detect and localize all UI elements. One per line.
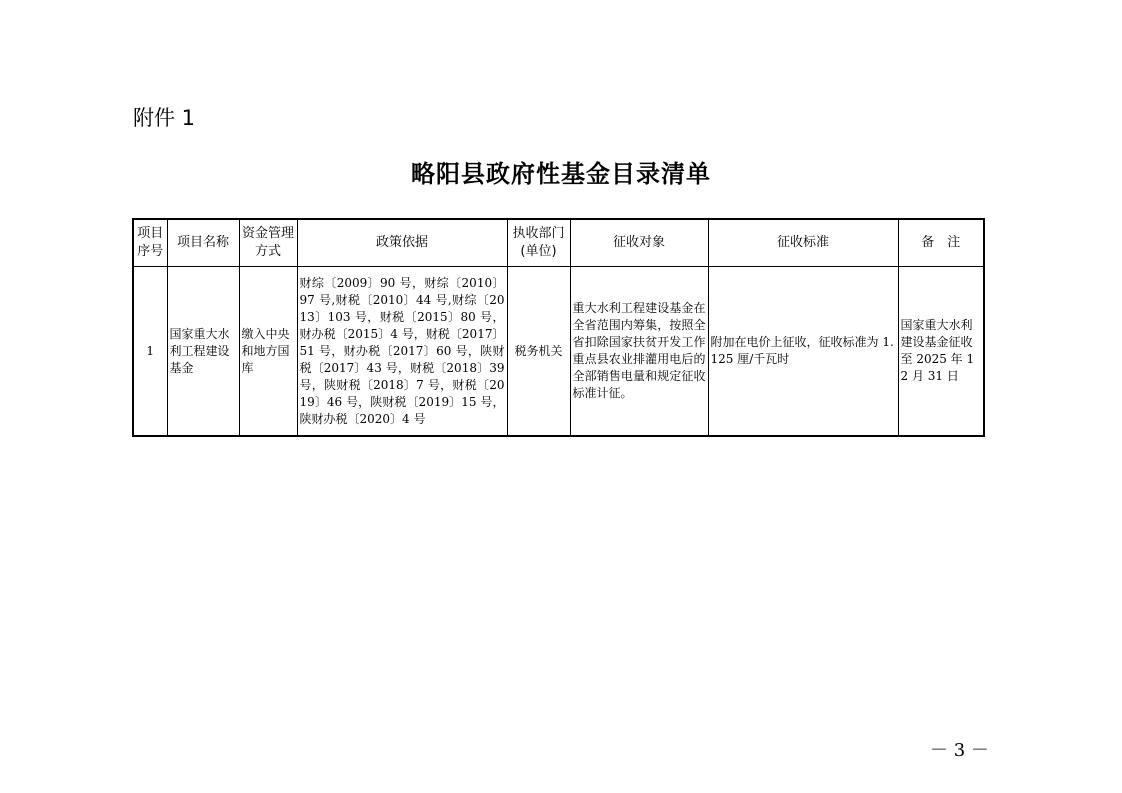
document-title: 略阳县政府性基金目录清单 <box>411 159 711 188</box>
header-fund-management: 资金管理方式 <box>239 219 297 267</box>
cell-remarks: 国家重大水利建设基金征收至 2025 年 12 月 31 日 <box>898 267 984 437</box>
fund-catalog-table <box>132 218 985 437</box>
cell-name: 国家重大水利工程建设基金 <box>167 267 239 437</box>
header-policy-basis: 政策依据 <box>297 219 507 267</box>
page-number: － 3 － <box>930 740 989 761</box>
header-remarks: 备 注 <box>898 219 984 267</box>
header-levy-standard: 征收标准 <box>708 219 898 267</box>
cell-policy-basis: 财综〔2009〕90 号，财综〔2010〕97 号,财税〔2010〕44 号,财综〔2013〕103 号，财税〔2015〕80 号，财办税〔2015〕4 号，财税〔2017〕51 号，财办税〔2017〕60 号，陕财税〔2017〕43 号，财税〔2018〕39 号，陕财税〔2018〕7 号，财税〔2019〕46 号，陕财税〔2019〕15 号，陕财办税〔2020〕4 号 <box>297 267 507 437</box>
cell-levy-standard: 附加在电价上征收，征收标准为 1.125 厘/千瓦时 <box>708 267 898 437</box>
header-levy-object: 征收对象 <box>570 219 708 267</box>
cell-collecting-dept: 税务机关 <box>507 267 570 437</box>
cell-seq: 1 <box>133 267 167 437</box>
header-seq: 项目序号 <box>133 219 167 267</box>
cell-fund-management: 缴入中央和地方国库 <box>239 267 297 437</box>
header-collecting-dept: 执收部门(单位) <box>507 219 570 267</box>
header-name: 项目名称 <box>167 219 239 267</box>
table-header-row <box>133 219 984 267</box>
table-row <box>133 267 984 437</box>
cell-levy-object: 重大水利工程建设基金在全省范围内筹集，按照全省扣除国家扶贫开发工作重点县农业排灌用电后的全部销售电量和规定征收标准计征。 <box>570 267 708 437</box>
annex-label: 附件 1 <box>133 106 196 130</box>
